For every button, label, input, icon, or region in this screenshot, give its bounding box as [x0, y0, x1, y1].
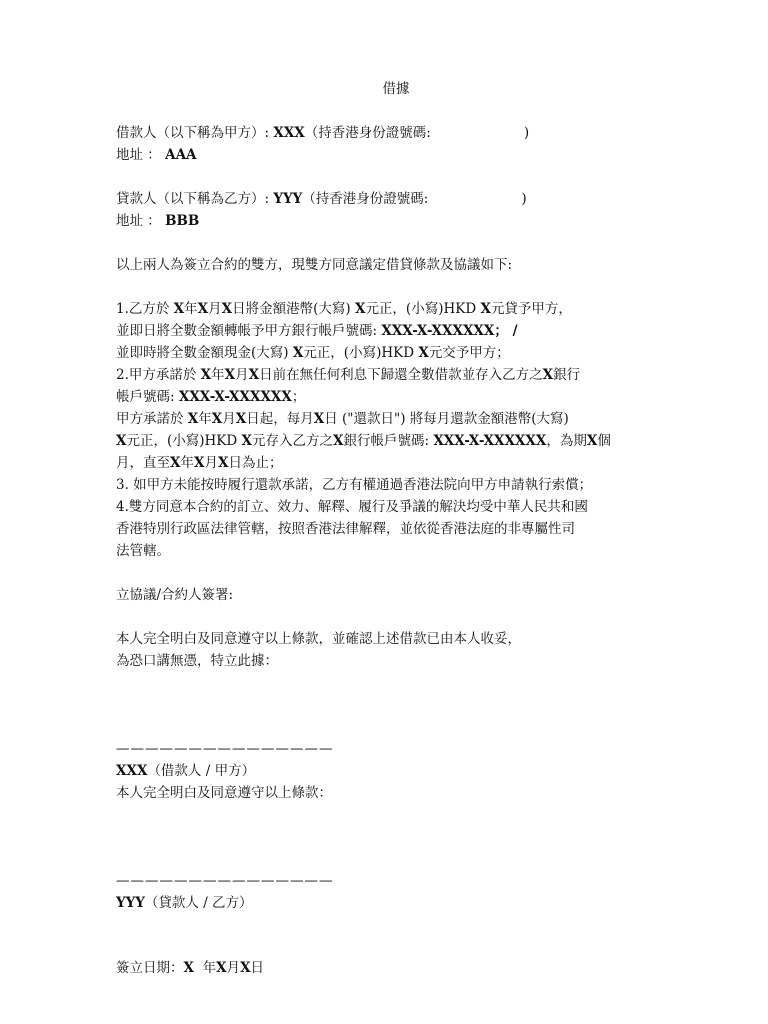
lender-name: YYY [273, 191, 303, 207]
lender-id-label: （持香港身份證號碼: [302, 191, 429, 207]
clause-2-line-5: 月，直至X年X月X日為止； [116, 455, 283, 471]
clause-2-line-3: 甲方承諾於 X年X月X日起，每月X日 ("還款日") 將每月還款金額港幣(大寫) [116, 411, 569, 427]
borrower-address: AAA [165, 147, 197, 163]
clause-3: 3. 如甲方未能按時履行還款承諾，乙方有權通過香港法院向甲方申請執行索償； [116, 477, 593, 493]
document-title: 借據 [382, 81, 410, 97]
borrower-statement-1: 本人完全明白及同意遵守以上條款，並確認上述借款已由本人收妥， [116, 631, 521, 647]
clause-4-line-1: 4.雙方同意本合約的訂立、效力、解釋、履行及爭議的解決均受中華人民共和國 [116, 499, 588, 515]
intro-text: 以上兩人為簽立合約的雙方，現雙方同意議定借貸條款及協議如下: [116, 257, 513, 273]
lender-signature-label: YYY（貸款人 / 乙方） [116, 895, 253, 911]
borrower-name: XXX [273, 125, 305, 141]
lender-address: BBB [165, 213, 200, 229]
lender-label: 貸款人（以下稱為乙方）: [116, 191, 274, 207]
signing-date: 簽立日期：X 年X月X日 [116, 960, 265, 976]
lender-statement: 本人完全明白及同意遵守以上條款： [116, 785, 332, 801]
borrower-label: 借款人（以下稱為甲方）: [116, 125, 274, 141]
document-body [116, 78, 676, 914]
clause-1-line-1: 1.乙方於 X年X月X日將金額港幣(大寫) X元正，(小寫)HKD X元貸予甲方， [116, 301, 572, 317]
lender-line [116, 188, 676, 210]
borrower-statement-2: 為恐口講無憑，特立此據： [116, 653, 278, 669]
clause-2-line-4: X元正，(小寫)HKD X元存入乙方之X銀行帳戶號碼: XXX-X-XXXXXX，為期X個 [116, 433, 611, 449]
clause-2-line-1: 2.甲方承諾於 X年X月X日前在無任何利息下歸還全數借款並存入乙方之X銀行 [116, 367, 581, 383]
borrower-signature-label: XXX（借款人 / 甲方） [116, 763, 256, 779]
clause-4-line-3: 法管轄。 [116, 543, 170, 559]
clause-2-line-2: 帳戶號碼: XXX-X-XXXXXX； [116, 389, 306, 405]
borrower-line [116, 122, 676, 144]
borrower-address-label: 地址 ： [116, 147, 166, 163]
borrower-address-line [116, 144, 676, 166]
lender-id-close: ) [521, 191, 527, 207]
borrower-id-label: （持香港身份證號碼: [304, 125, 431, 141]
borrower-signature-line: ——————————————— [116, 741, 334, 757]
clause-1-line-3: 並即時將全數金額現金(大寫) X元正，(小寫)HKD X元交予甲方； [116, 345, 510, 361]
borrower-id-close: ) [523, 125, 530, 141]
signing-heading: 立協議/合約人簽署: [116, 587, 234, 603]
clause-1-line-2: 並即日將全數金額轉帳予甲方銀行帳戶號碼: XXX-X-XXXXXX； / [116, 323, 518, 339]
lender-address-label: 地址 ： [116, 213, 166, 229]
clause-4-line-2: 香港特別行政區法律管轄，按照香港法律解釋，並依從香港法庭的非專屬性司 [116, 521, 575, 537]
lender-address-line [116, 210, 676, 232]
lender-signature-line: ——————————————— [116, 873, 334, 889]
